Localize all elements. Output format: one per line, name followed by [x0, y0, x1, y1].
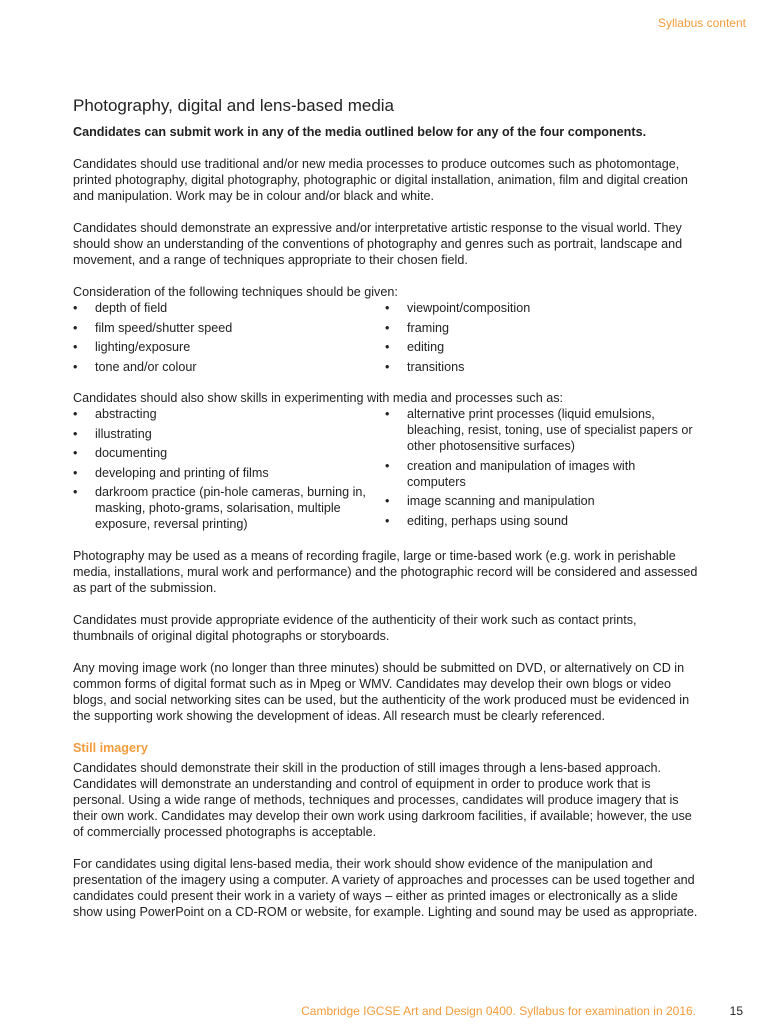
lead-paragraph: Candidates can submit work in any of the media outlined below for any of the four components.: [73, 125, 647, 139]
paragraph-moving-image: Any moving image work (no longer than three minutes) should be submitted on DVD, or alternatively on CD in common forms of digital format such as in Mpeg or WMV. Candidates may develop their own blogs or video blogs, and social networking sites can be used, but the authenticity of the work produced must be evidenced in the supporting work showing the development of ideas. All research must be clearly referenced.: [73, 660, 690, 723]
list-item: • documenting: [73, 445, 385, 461]
running-header: Syllabus content: [657, 16, 746, 30]
techniques-left-column: [73, 300, 385, 378]
footer-text: Cambridge IGCSE Art and Design 0400. Syllabus for examination in 2016.: [301, 1004, 696, 1018]
list-item: • framing: [385, 320, 697, 336]
list-item: • editing, perhaps using sound: [385, 513, 697, 529]
list-item: • abstracting: [73, 406, 385, 422]
paragraph-artistic-response: Candidates should demonstrate an expressive and/or interpretative artistic response to the visual world. They should show an understanding of the conventions of photography and genres such as portrait, landscape and movement, and a range of techniques appropriate to their chosen field.: [73, 221, 683, 267]
list-item: • developing and printing of films: [73, 465, 385, 481]
list-item: • depth of field: [73, 300, 385, 316]
subheading-still-imagery: Still imagery: [73, 740, 148, 755]
main-content: [73, 98, 698, 936]
list-item: • alternative print processes (liquid emulsions, bleaching, resist, toning, use of specialist papers or other photosensitive surfaces): [385, 406, 697, 454]
page-number: 15: [729, 1004, 743, 1018]
techniques-intro: Consideration of the following techniques should be given:: [73, 285, 398, 299]
skills-intro: Candidates should also show skills in experimenting with media and processes such as:: [73, 391, 564, 405]
skills-list: [73, 406, 698, 536]
page-title: Photography, digital and lens-based media: [73, 96, 395, 115]
list-item: • tone and/or colour: [73, 359, 385, 375]
list-item: • film speed/shutter speed: [73, 320, 385, 336]
list-item: • transitions: [385, 359, 697, 375]
list-item: • image scanning and manipulation: [385, 493, 697, 509]
list-item: • darkroom practice (pin-hole cameras, burning in, masking, photo-grams, solarisation, multiple exposure, reversal printing): [73, 484, 385, 532]
paragraph-authenticity: Candidates must provide appropriate evidence of the authenticity of their work such as contact prints, thumbnails of original digital photographs or storyboards.: [73, 612, 637, 643]
paragraph-digital-media: For candidates using digital lens-based media, their work should show evidence of the manipulation and presentation of the imagery using a computer. A variety of approaches and processes can be used together and candidates could present their work in a variety of ways – either as printed images or electronically as a slide show using PowerPoint on a CD-ROM or website, for example. Lighting and sound may be used as appropriate.: [73, 856, 698, 919]
techniques-right-column: [385, 300, 697, 378]
paragraph-still-imagery: Candidates should demonstrate their skill in the production of still images through a lens-based approach. Candidates will demonstrate an understanding and control of equipment in order to produce work that is personal. Using a wide range of methods, techniques and processes, candidates will produce imagery that is their own work. Candidates may develop their own work using darkroom facilities, if available; however, the use of commercially processed photographs is acceptable.: [73, 760, 692, 839]
list-item: • lighting/exposure: [73, 339, 385, 355]
list-item: • viewpoint/composition: [385, 300, 697, 316]
list-item: • creation and manipulation of images with computers: [385, 458, 697, 490]
list-item: • illustrating: [73, 426, 385, 442]
paragraph-media-processes: Candidates should use traditional and/or new media processes to produce outcomes such as photomontage, printed photography, digital photography, photographic or digital installation, animation, film and digital creation and manipulation. Work may be in colour and/or black and white.: [73, 157, 688, 203]
skills-right-column: [385, 406, 697, 536]
techniques-list: [73, 300, 698, 378]
list-item: • editing: [385, 339, 697, 355]
skills-left-column: [73, 406, 385, 536]
paragraph-recording: Photography may be used as a means of recording fragile, large or time-based work (e.g. work in perishable media, installations, mural work and performance) and the photographic record will be considered and assessed as part of the submission.: [73, 548, 698, 595]
